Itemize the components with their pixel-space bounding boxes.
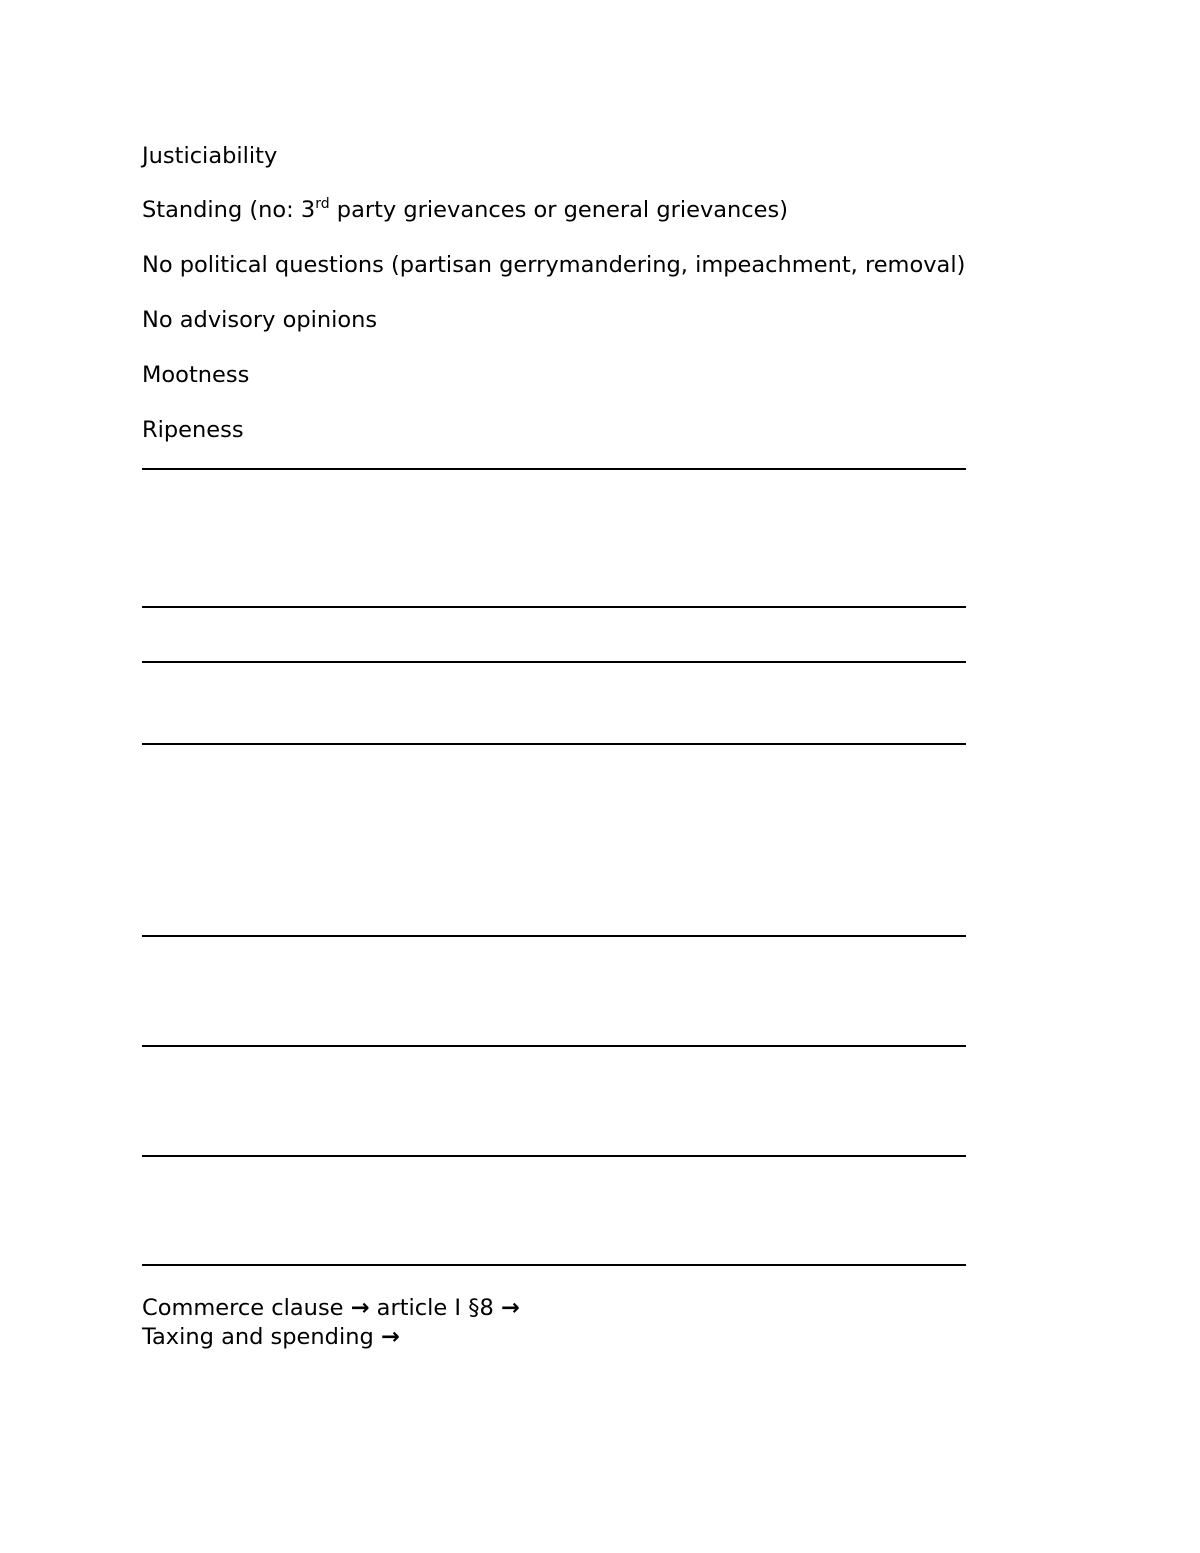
horizontal-rule	[142, 1264, 966, 1266]
standing-text: Standing (no: 3	[142, 197, 316, 223]
standing-text-rest: party grievances or general grievances)	[329, 197, 789, 223]
horizontal-rule	[142, 661, 966, 663]
horizontal-rule	[142, 468, 966, 470]
commerce-clause-line	[142, 1297, 520, 1320]
advisory-opinions-line: No advisory opinions	[142, 307, 378, 333]
horizontal-rule	[142, 935, 966, 937]
taxing-text: Taxing and spending	[142, 1324, 381, 1350]
taxing-spending-line	[142, 1326, 400, 1349]
standing-line	[142, 196, 789, 223]
article-text: article I §8	[369, 1295, 501, 1321]
ripeness-line: Ripeness	[142, 417, 244, 443]
ordinal-superscript: rd	[315, 196, 330, 212]
heading-justiciability: Justiciability	[142, 143, 278, 169]
mootness-line: Mootness	[142, 362, 250, 388]
commerce-text: Commerce clause	[142, 1295, 351, 1321]
political-questions-line: No political questions (partisan gerrymandering, impeachment, removal)	[142, 252, 966, 278]
arrow-right-icon: →	[380, 1324, 400, 1350]
horizontal-rule	[142, 606, 966, 608]
horizontal-rule	[142, 1155, 966, 1157]
arrow-right-icon: →	[500, 1295, 520, 1321]
horizontal-rule	[142, 743, 966, 745]
horizontal-rule	[142, 1045, 966, 1047]
arrow-right-icon: →	[350, 1295, 370, 1321]
